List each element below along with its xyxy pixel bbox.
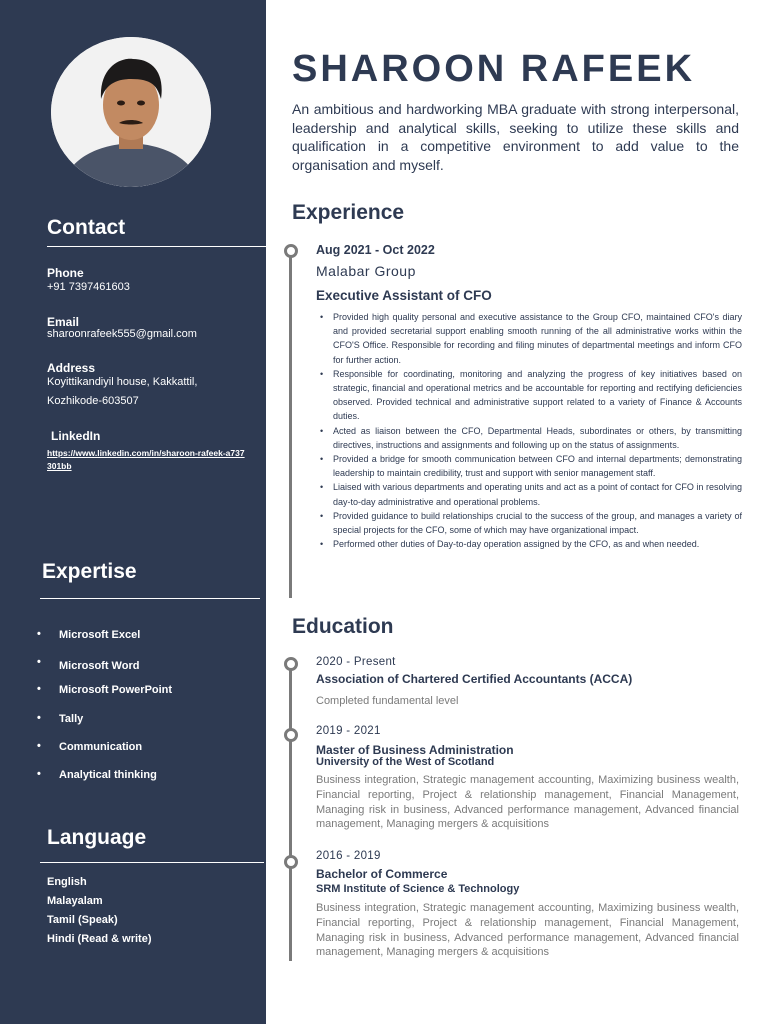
job-responsibilities (316, 310, 742, 551)
education-heading: Education (292, 615, 394, 638)
education-title: Association of Chartered Certified Accountants (ACCA) (316, 672, 633, 686)
education-date: 2019 - 2021 (316, 725, 381, 737)
education-description: Completed fundamental level (316, 695, 459, 707)
education-timeline-dot (284, 855, 298, 869)
job-date: Aug 2021 - Oct 2022 (316, 243, 435, 257)
responsibility-item: • Provided guidance to build relationships crucial to the success of the group, and manages a variety of special projects for the CFO, some of which may have organizational impact. (316, 509, 742, 537)
job-title: Executive Assistant of CFO (316, 288, 492, 303)
address-line-1: Koyittikandiyil house, Kakkattil, (47, 376, 198, 388)
education-timeline-dot (284, 657, 298, 671)
responsibility-item: • Provided high quality personal and executive assistance to the Group CFO, maintained CFO's diary and provided secretarial support enabling smooth running of the all administrative works within the CFO'S Office. Responsible for recording and filing minutes of departmental meetings and inform CFO for further action. (316, 310, 742, 367)
language-heading: Language (47, 826, 147, 849)
contact-divider (47, 246, 266, 247)
linkedin-label: LinkedIn (51, 429, 101, 443)
responsibility-item: • Acted as liaison between the CFO, Departmental Heads, subordinates or others, by transmitting directives, instructions and assignments and following up on the status of assignments. (316, 424, 742, 452)
profile-photo (51, 37, 211, 187)
responsibility-item: • Responsible for coordinating, monitoring and analyzing the progress of key initiatives based on strategic, financial and operational metrics and be accountable for reporting and rectifying deficiencies observed. Provided technical and administrative support related to a variety of Finance & Accounts duties. (316, 367, 742, 424)
language-item: Hindi (Read & write) (47, 933, 152, 945)
job-company: Malabar Group (316, 263, 416, 279)
education-date: 2020 - Present (316, 656, 396, 668)
linkedin-link[interactable]: https://www.linkedin.com/in/sharoon-rafeek-a737301bb (47, 448, 245, 471)
education-description: Business integration, Strategic management accounting, Maximizing business wealth, Financial reporting, Project & relationship management, Financial Management, Managing risk in business, Advanced performance management, Advanced financial management, Managing mergers & acquisitions (316, 774, 739, 831)
education-institution: University of the West of Scotland (316, 756, 495, 768)
responsibility-item: • Performed other duties of Day-to-day operation assigned by the CFO, as and when needed. (316, 537, 742, 551)
responsibility-item: • Liaised with various departments and operating units and act as a point of contact for CFO in resolving day-to-day administrative and operational problems. (316, 480, 742, 508)
email-value: sharoonrafeek555@gmail.com (47, 328, 197, 340)
language-divider (40, 862, 264, 863)
profile-photo-image (51, 37, 211, 187)
language-item: English (47, 876, 87, 888)
education-date: 2016 - 2019 (316, 850, 381, 862)
address-line-2: Kozhikode-603507 (47, 395, 139, 407)
profile-summary: An ambitious and hardworking MBA graduate with strong interpersonal, leadership and analytical skills, seeking to utilize these skills and qualification in a competitive environment to add value to the organisation and myself. (292, 101, 739, 173)
education-title: Master of Business Administration (316, 743, 514, 757)
language-item: Malayalam (47, 895, 103, 907)
education-description: Business integration, Strategic management accounting, Maximizing business wealth, Financial reporting, Project & relationship management, Financial Management, Managing risk in business, Advanced performance management, Advanced financial management, Managing mergers & acquisitions (316, 902, 739, 959)
phone-label: Phone (47, 266, 84, 280)
expertise-divider (40, 598, 260, 599)
language-item: Tamil (Speak) (47, 914, 118, 926)
education-timeline-line (289, 665, 292, 961)
phone-value: +91 7397461603 (47, 281, 130, 293)
responsibility-item: • Provided a bridge for smooth communication between CFO and internal departments; demonstrating leadership to maintain credibility, trust and support with senior management staff. (316, 452, 742, 480)
email-label: Email (47, 315, 80, 329)
education-timeline-dot (284, 728, 298, 742)
expertise-heading: Expertise (42, 560, 137, 583)
experience-timeline-line (289, 251, 292, 598)
address-label: Address (47, 361, 96, 375)
experience-heading: Experience (292, 201, 405, 224)
education-institution: SRM Institute of Science & Technology (316, 883, 520, 895)
contact-heading: Contact (47, 216, 126, 239)
education-title: Bachelor of Commerce (316, 867, 448, 881)
experience-timeline-dot (284, 244, 298, 258)
candidate-name: SHAROON RAFEEK (292, 48, 696, 90)
sidebar: Contact Phone +91 7397461603 Email sharoonrafeek555@gmail.com Address Koyittikandiyil house, Kakkattil, Kozhikode-603507 LinkedIn https://www.linkedin.com/in/sharoon-rafeek-a737301bb Expertise • Microsoft Excel • Microsoft Word • Microsoft PowerPoint • Tally • Communication • Analytical thinking Language English Malayalam Tamil (Speak) Hindi (Read & write) (0, 0, 266, 1024)
